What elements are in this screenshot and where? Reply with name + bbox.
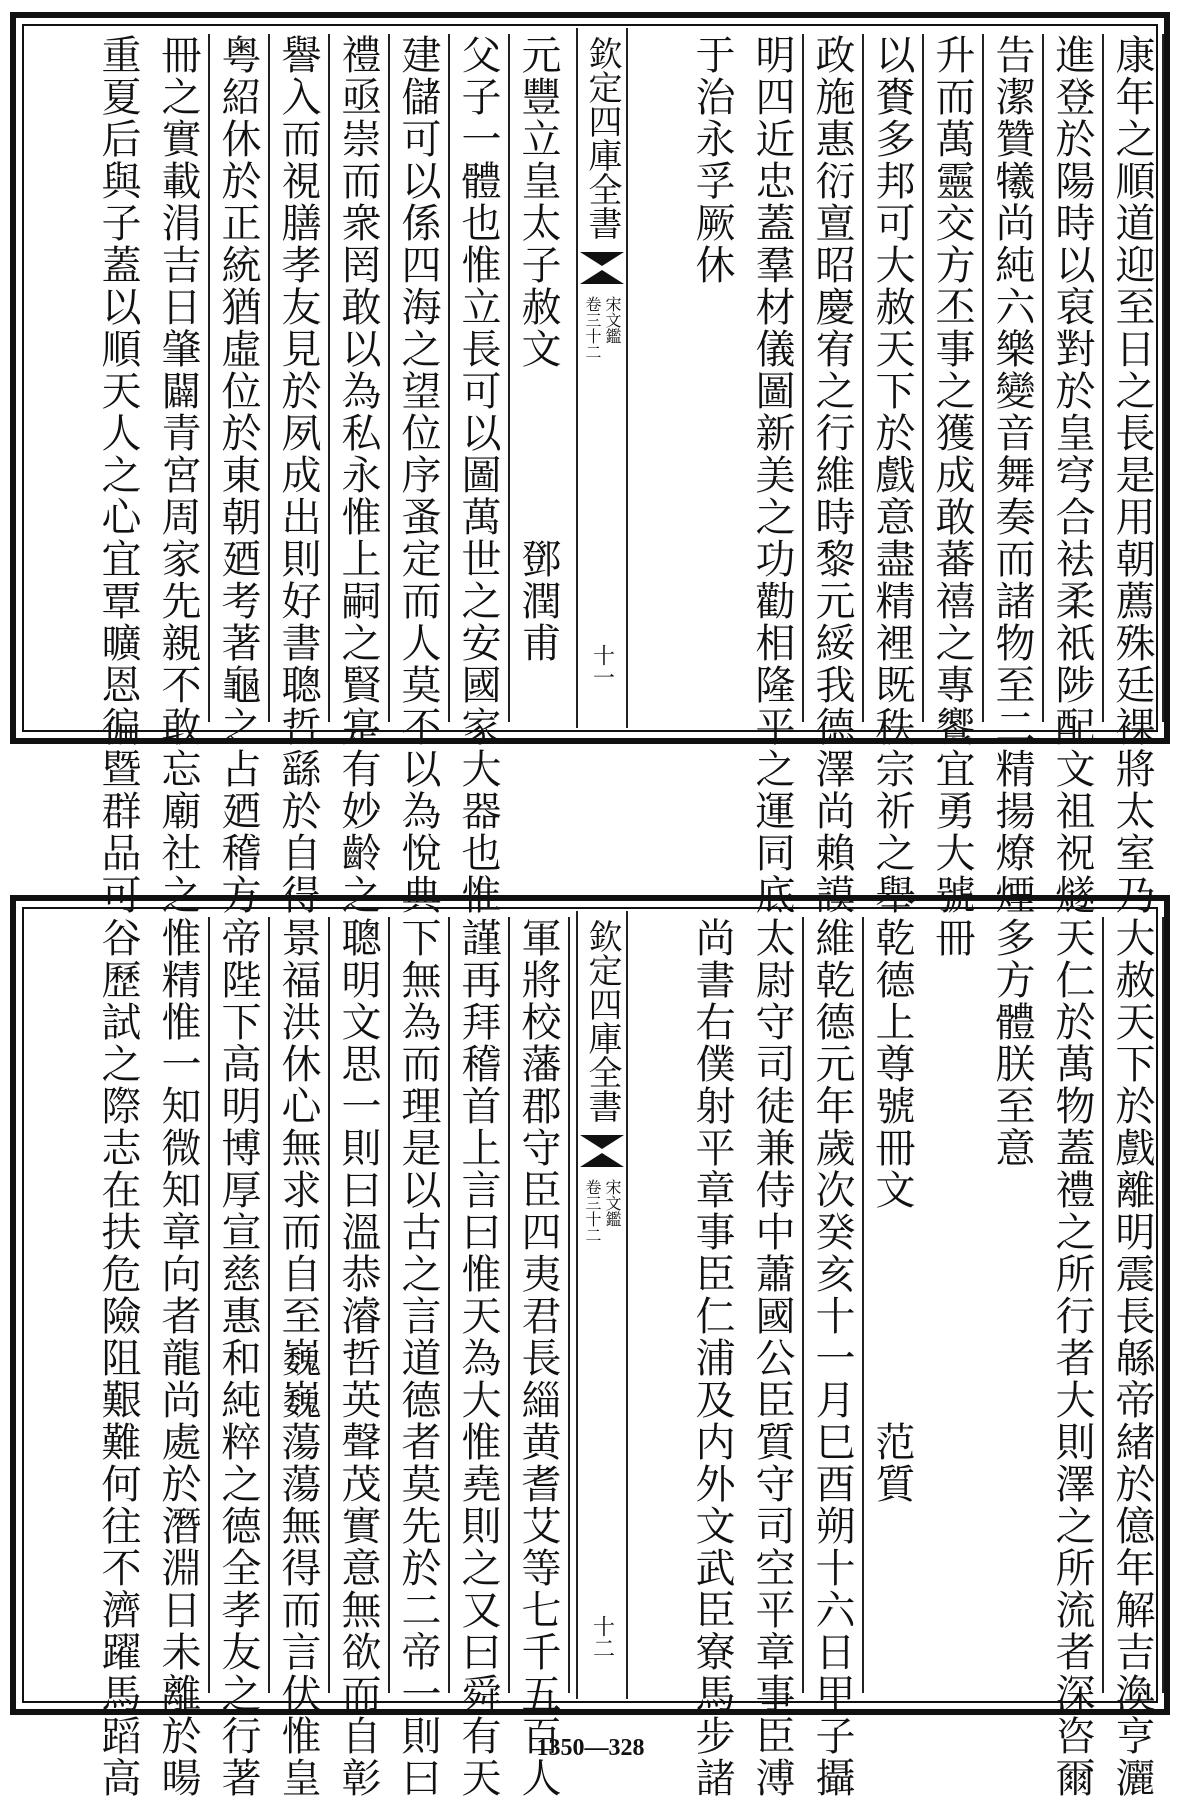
article-heading: 元豐立皇太子赦文 鄧潤甫	[515, 34, 561, 664]
page-number: 十一	[589, 644, 615, 688]
text-column	[802, 917, 864, 1799]
column-text: 冊	[929, 917, 975, 959]
source-label	[583, 1179, 621, 1243]
book-title: 欽定四庫全書	[582, 36, 622, 240]
text-column	[508, 34, 568, 722]
text-column	[328, 34, 390, 916]
center-fold-margin	[576, 28, 628, 728]
column-text: 大赦天下於戲離明震長緜帝緒於億年解吉渙亨灑	[1109, 917, 1155, 1799]
source-label	[583, 296, 621, 360]
column-text: 冊之實載涓吉日肇闢青宮周家先親不敢忘廟社之	[155, 34, 201, 916]
text-column	[208, 34, 270, 916]
column-text: 升而萬靈交方丕事之獲成敢蕃禧之專饗宜勇大號	[929, 34, 975, 916]
column-text: 政施惠衍亶昭慶宥之行維時黎元綏我德澤尚賴謨	[809, 34, 855, 916]
column-text: 太尉守司徒兼侍中蕭國公臣質守司空平章事臣溥	[749, 917, 795, 1799]
column-text: 惟精惟一知微知章向者龍尚處於潛淵日未離於暘	[155, 917, 201, 1799]
text-column	[982, 917, 1042, 1693]
source-volume: 卷三十二	[583, 1179, 602, 1243]
text-column	[1102, 34, 1164, 916]
text-column	[682, 917, 742, 1799]
text-column	[982, 34, 1044, 916]
column-text: 天仁於萬物蓋禮之所行者大則澤之所流者深咨爾	[1049, 917, 1095, 1799]
text-column	[448, 34, 510, 916]
column-text: 尚書右僕射平章事臣仁浦及内外文武臣寮馬步諸	[689, 917, 735, 1799]
column-text: 明四近忠蓋羣材儀圖新美之功勸相隆平之運同底	[749, 34, 795, 916]
column-text: 康年之順道迎至日之長是用朝薦殊廷裸將太室乃	[1109, 34, 1155, 916]
column-text: 告潔贊犧尚純六樂變音舞奏而諸物至二精揚燎煙	[989, 34, 1035, 916]
text-column	[88, 917, 148, 1799]
fishtail-mark	[580, 252, 624, 266]
text-column	[742, 34, 804, 916]
text-column	[208, 917, 270, 1799]
center-fold-margin	[576, 911, 628, 1699]
page-footer-number: 1350—328	[536, 1735, 645, 1761]
fishtail-mark	[580, 1135, 624, 1149]
text-column	[1042, 34, 1104, 916]
text-column	[448, 917, 510, 1799]
text-column	[682, 34, 742, 722]
source-title: 宋文鑑	[603, 296, 622, 344]
text-column	[148, 34, 210, 916]
column-text: 維乾德元年歲次癸亥十一月巳酉朔十六日甲子攝	[809, 917, 855, 1799]
text-column	[922, 34, 984, 916]
top-page-frame	[10, 12, 1170, 916]
text-column	[802, 34, 864, 916]
column-text: 于治永孚厥休	[689, 34, 735, 286]
text-column	[268, 917, 330, 1799]
text-column	[922, 917, 982, 1693]
text-column	[88, 34, 148, 916]
column-text: 進登於陽時以裒對於皇穹合袪柔祇陟配文祖祝燧	[1049, 34, 1095, 916]
column-text: 帝陛下高明博厚宣慈惠和純粹之德全孝友之行著	[215, 917, 261, 1799]
column-text: 禮亟崇而衆罔敢以為私永惟上嗣之賢寔有妙齡之	[335, 34, 381, 916]
text-column	[1102, 917, 1164, 1799]
fishtail-mark	[580, 270, 624, 284]
text-column	[388, 917, 450, 1799]
book-title: 欽定四庫全書	[582, 919, 622, 1123]
column-text: 謹再拜稽首上言曰惟天為大惟堯則之又曰舜有天	[455, 917, 501, 1799]
column-text: 聰明文思一則曰溫恭濬哲英聲茂實意無欲而自彰	[335, 917, 381, 1799]
text-column	[148, 917, 210, 1799]
column-text: 粤紹休於正統猶虛位於東朝廼考著龜之占廼稽方	[215, 34, 261, 916]
text-column	[508, 917, 570, 1799]
column-text: 下無為而理是以古之言道德者莫先於二帝一則曰	[395, 917, 441, 1799]
text-column	[268, 34, 330, 916]
column-text: 軍將校藩郡守臣四夷君長緇黄耆艾等七千五百人	[515, 917, 561, 1799]
fishtail-mark	[580, 1153, 624, 1167]
source-title: 宋文鑑	[603, 1179, 622, 1227]
page-number: 十二	[589, 1615, 615, 1659]
source-volume: 卷三十二	[583, 296, 602, 360]
column-text: 父子一體也惟立長可以圖萬世之安國家大器也惟	[455, 34, 501, 916]
text-column	[388, 34, 450, 916]
column-text: 谷歷試之際志在扶危險阻艱難何往不濟躍馬蹈高	[95, 917, 141, 1799]
text-column	[328, 917, 390, 1799]
column-text: 譽入而視膳孝友見於夙成出則好書聰哲繇於自得	[275, 34, 321, 916]
column-text: 以賚多邦可大赦天下於戲意盡精裡既秩宗祈之舉	[869, 34, 915, 916]
column-text: 景福洪休心無求而自至巍巍蕩蕩無得而言伏惟皇	[275, 917, 321, 1799]
text-column	[862, 917, 922, 1693]
text-column	[862, 34, 924, 916]
article-heading: 乾德上尊號冊文 范質	[869, 917, 915, 1505]
column-text: 重夏后與子蓋以順天人之心宜覃曠恩徧暨群品可	[95, 34, 141, 916]
text-column	[742, 917, 804, 1799]
text-column	[1042, 917, 1104, 1799]
column-text: 建儲可以係四海之望位序蚤定而人莫不以為悅典	[395, 34, 441, 916]
column-text: 多方體朕至意	[989, 917, 1035, 1169]
